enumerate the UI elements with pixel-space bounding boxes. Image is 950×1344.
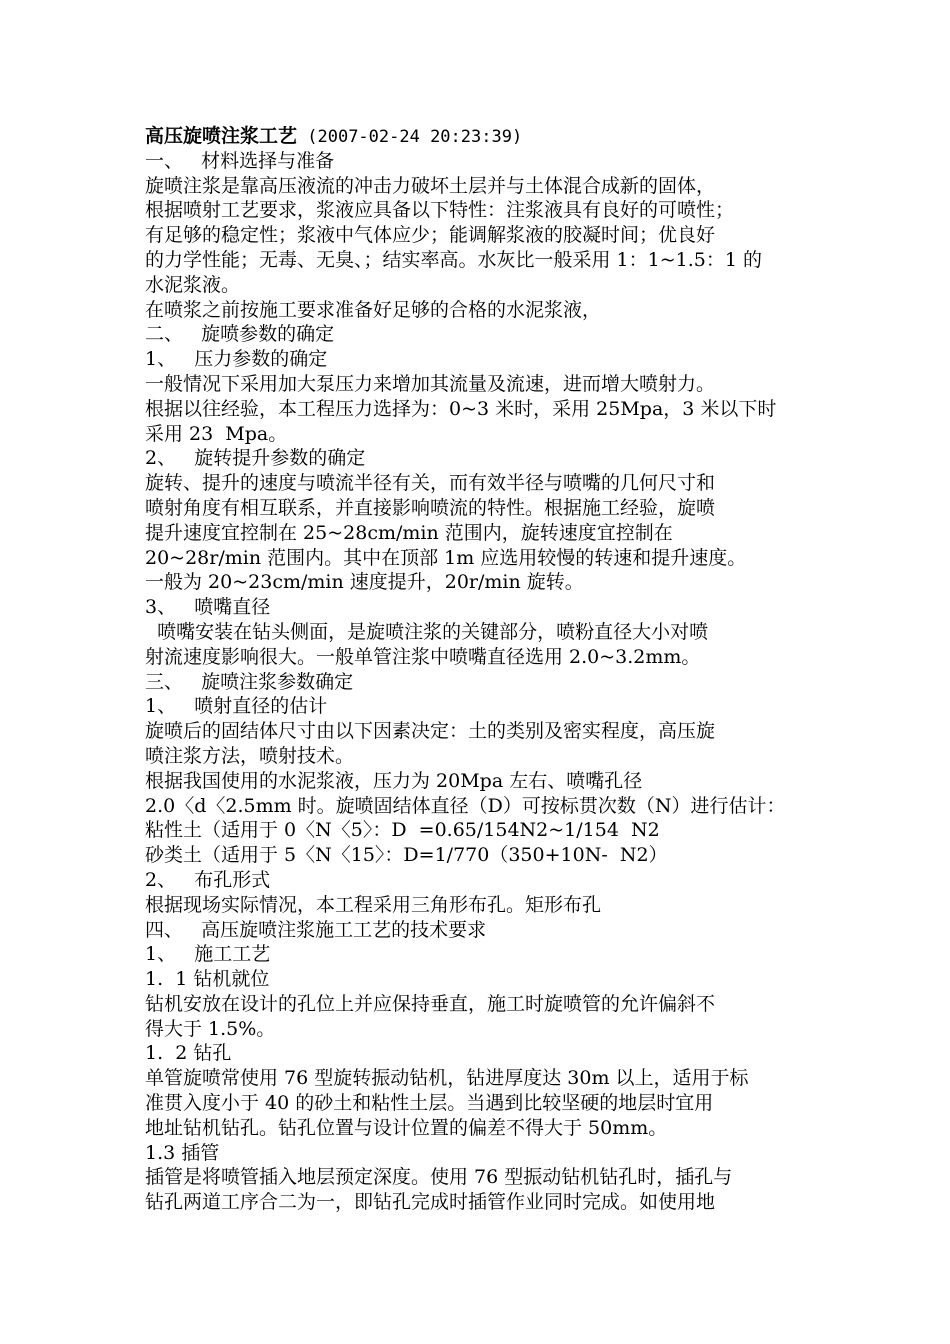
document-body: [145, 124, 817, 1215]
document-line: 插管是将喷管插入地层预定深度。使用 76 型振动钻机钻孔时，插孔与: [145, 1166, 733, 1189]
document-line: 砂类土（适用于 5〈N〈15〉：D=1/770（350+10N- N2）: [145, 844, 668, 867]
document-line: 采用 23 Mpa。: [145, 422, 288, 445]
document-line: 1、 施工工艺: [145, 943, 271, 966]
document-line: 一、 材料选择与准备: [145, 149, 335, 172]
document-line: 2.0〈d〈2.5mm 时。旋喷固结体直径（D）可按标贯次数（N）进行估计：: [145, 794, 786, 817]
document-line: 1.3 插管: [145, 1141, 220, 1164]
document-line: 钻机安放在设计的孔位上并应保持垂直，施工时旋喷管的允许偏斜不: [145, 992, 716, 1015]
document-line: 有足够的稳定性；浆液中气体应少；能调解浆液的胶凝时间；优良好: [145, 224, 716, 247]
document-line: 二、 旋喷参数的确定: [145, 323, 335, 346]
document-line: 2、 旋转提升参数的确定: [145, 447, 366, 470]
document-line: 根据现场实际情况，本工程采用三角形布孔。矩形布孔: [145, 893, 602, 916]
document-date: (2007-02-24 20:23:39): [297, 127, 523, 147]
document-line: 2、 布孔形式: [145, 868, 271, 891]
document-lines: [145, 149, 817, 1215]
document-line: 旋喷后的固结体尺寸由以下因素决定：土的类别及密实程度，高压旋: [145, 720, 716, 743]
document-line: 旋喷注浆是靠高压液流的冲击力破坏土层并与土体混合成新的固体，: [145, 174, 716, 197]
document-line: 根据我国使用的水泥浆液，压力为 20Mpa 左右、喷嘴孔径: [145, 769, 643, 792]
document-line: 三、 旋喷注浆参数确定: [145, 670, 354, 693]
document-line: 喷注浆方法，喷射技术。: [145, 744, 355, 767]
document-line: 1. 1 钻机就位: [145, 968, 270, 991]
document-line: 粘性土（适用于 0〈N〈5〉：D =0.65/154N2~1/154 N2: [145, 819, 660, 842]
document-line: 提升速度宜控制在 25~28cm/min 范围内，旋转速度宜控制在: [145, 521, 673, 544]
document-line: 旋转、提升的速度与喷流半径有关，而有效半径与喷嘴的几何尺寸和: [145, 472, 716, 495]
document-line: 单管旋喷常使用 76 型旋转振动钻机，钻进厚度达 30m 以上，适用于标: [145, 1067, 749, 1090]
document-line: 的力学性能；无毒、无臭、；结实率高。水灰比一般采用 1：1~1.5：1 的: [145, 248, 762, 271]
document-line: 1、 压力参数的确定: [145, 348, 328, 371]
document-line: 四、 高压旋喷注浆施工工艺的技术要求: [145, 918, 487, 941]
document-line: 一般为 20~23cm/min 速度提升，20r/min 旋转。: [145, 571, 584, 594]
document-line: 地址钻机钻孔。钻孔位置与设计位置的偏差不得大于 50mm。: [145, 1116, 668, 1139]
document-line: 根据以往经验，本工程压力选择为：0~3 米时，采用 25Mpa，3 米以下时: [145, 397, 777, 420]
document-line: 一般情况下采用加大泵压力来增加其流量及流速，进而增大喷射力。: [145, 372, 716, 395]
document-line: 在喷浆之前按施工要求准备好足够的合格的水泥浆液，: [145, 298, 602, 321]
document-line: 得大于 1.5%。: [145, 1017, 276, 1040]
document-line: 喷射角度有相互联系，并直接影响喷流的特性。根据施工经验，旋喷: [145, 496, 716, 519]
document-line: 钻孔两道工序合二为一，即钻孔完成时插管作业同时完成。如使用地: [145, 1191, 716, 1214]
document-line: 20~28r/min 范围内。其中在顶部 1m 应选用较慢的转速和提升速度。: [145, 546, 747, 569]
document-line: 3、 喷嘴直径: [145, 596, 271, 619]
document-line: 1、 喷射直径的估计: [145, 695, 328, 718]
document-line: 射流速度影响很大。一般单管注浆中喷嘴直径选用 2.0~3.2mm。: [145, 645, 701, 668]
document-line: 喷嘴安装在钻头侧面，是旋喷注浆的关键部分，喷粉直径大小对喷: [145, 620, 709, 643]
document-line: 根据喷射工艺要求，浆液应具备以下特性：注浆液具有良好的可喷性；: [145, 199, 735, 222]
document-line: 水泥浆液。: [145, 273, 241, 296]
document-line: 准贯入度小于 40 的砂土和粘性土层。当遇到比较坚硬的地层时宜用: [145, 1092, 714, 1115]
document-title: 高压旋喷注浆工艺: [145, 125, 298, 147]
document-heading: [145, 124, 817, 149]
document-line: 1. 2 钻孔: [145, 1042, 232, 1065]
